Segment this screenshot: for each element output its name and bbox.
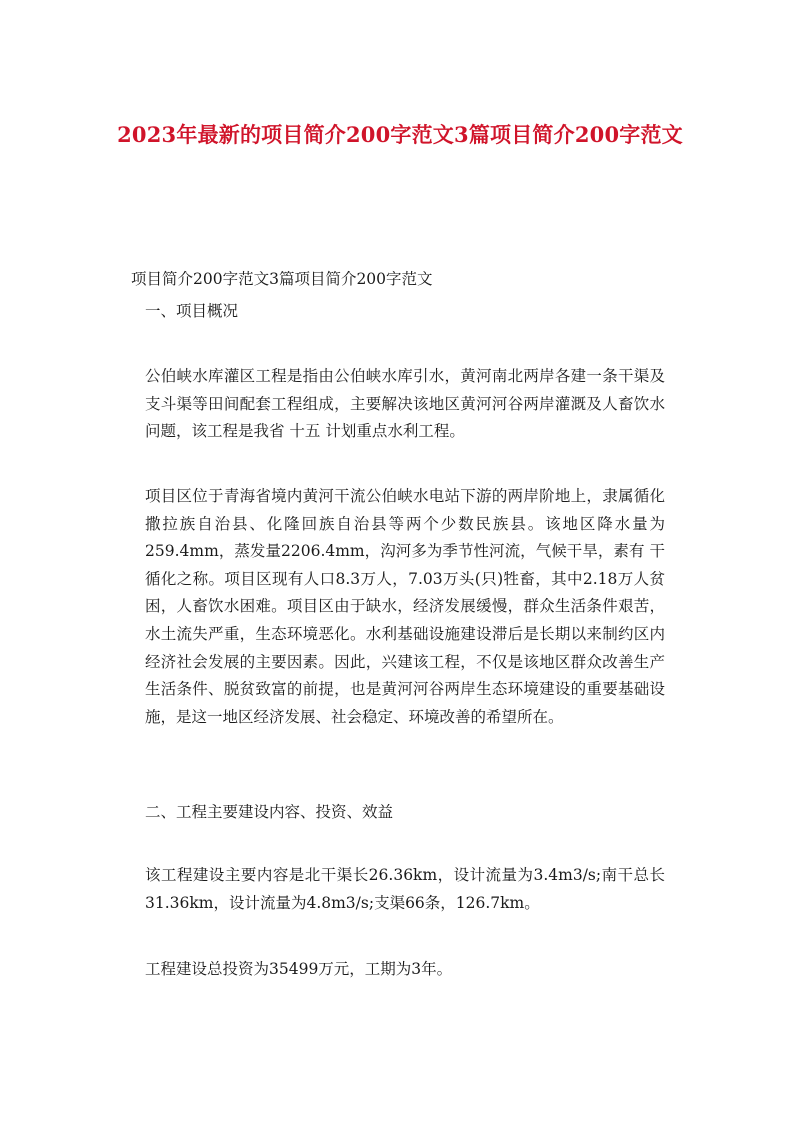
section-heading-overview: 一、项目概况 xyxy=(145,302,239,320)
paragraph-construction-content: 该工程建设主要内容是北干渠长26.36km，设计流量为3.4m3/s;南干总长31.36km，设计流量为4.8m3/s;支渠66条，126.7km。 xyxy=(145,866,665,912)
paragraph-project-area: 项目区位于青海省境内黄河干流公伯峡水电站下游的两岸阶地上，隶属循化撒拉族自治县、化隆回族自治县等两个少数民族县。该地区降水量为259.4mm，蒸发量2206.4mm，沟河多为季节性河流，气候干旱，素有 干循化之称。项目区现有人口8.3万人，7.03万头(只)牲畜，其中2.18万人贫困，人畜饮水困难。项目区由于缺水，经济发展缓慢，群众生活条件艰苦，水土流失严重，生态环境恶化。水利基础设施建设滞后是长期以来制约区内经济社会发展的主要因素。因此，兴建该工程，不仅是该地区群众改善生产生活条件、脱贫致富的前提，也是黄河河谷两岸生态环境建设的重要基础设施，是这一地区经济发展、社会稳定、环境改善的希望所在。 xyxy=(145,487,665,726)
section-heading-construction: 二、工程主要建设内容、投资、效益 xyxy=(145,803,394,821)
document-title: 2023年最新的项目简介200字范文3篇项目简介200字范文 xyxy=(117,122,683,147)
document-subtitle: 项目简介200字范文3篇项目简介200字范文 xyxy=(131,270,433,288)
paragraph-investment: 工程建设总投资为35499万元，工期为3年。 xyxy=(145,960,453,978)
paragraph-project-intro: 公伯峡水库灌区工程是指由公伯峡水库引水，黄河南北两岸各建一条干渠及支斗渠等田间配套工程组成，主要解决该地区黄河河谷两岸灌溉及人畜饮水问题，该工程是我省 十五 计划重点水利工程。 xyxy=(145,367,665,441)
